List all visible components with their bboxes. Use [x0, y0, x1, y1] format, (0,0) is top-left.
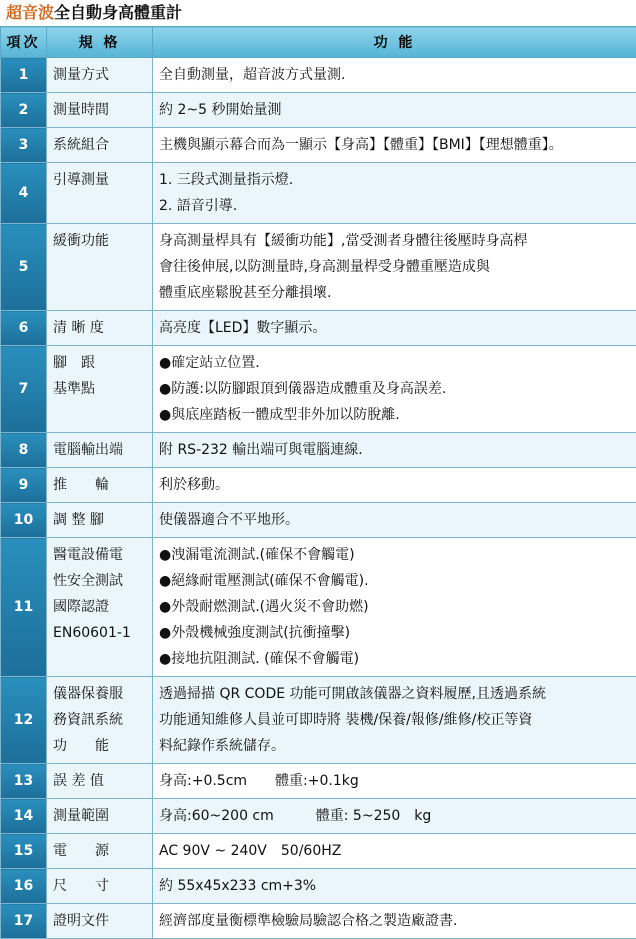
func-line: ●接地抗阻測試. (確保不會觸電) [159, 646, 630, 672]
row-number: 13 [1, 764, 47, 799]
spec-line: 調 整 腳 [53, 507, 146, 533]
func-line: ●洩漏電流測試.(確保不會觸電) [159, 542, 630, 568]
func-line: 料紀錄作系統儲存。 [159, 733, 630, 759]
row-number: 12 [1, 677, 47, 764]
func-line: 體重底座鬆脫甚至分離損壞. [159, 280, 630, 306]
spec-cell [47, 163, 153, 224]
spec-line: 基準點 [53, 376, 146, 402]
spec-line: 醫電設備電 [53, 542, 146, 568]
func-line: 利於移動。 [159, 472, 630, 498]
table-row [1, 346, 636, 433]
row-number: 1 [1, 58, 47, 93]
row-number: 16 [1, 869, 47, 904]
spec-line: 誤 差 值 [53, 768, 146, 794]
spec-cell [47, 346, 153, 433]
func-line: 使儀器適合不平地形。 [159, 507, 630, 533]
func-line: 會往後伸展,以防測量時,身高測量桿受身體重壓造成與 [159, 254, 630, 280]
spec-cell [47, 58, 153, 93]
row-number: 9 [1, 468, 47, 503]
table-row [1, 677, 636, 764]
spec-cell [47, 128, 153, 163]
spec-line: 務資訊系統 [53, 707, 146, 733]
table-row [1, 538, 636, 677]
row-number: 4 [1, 163, 47, 224]
row-number: 15 [1, 834, 47, 869]
table-row [1, 128, 636, 163]
header-spec: 規 格 [47, 27, 153, 58]
spec-cell [47, 869, 153, 904]
func-line: ●確定站立位置. [159, 350, 630, 376]
func-line: 全自動測量，超音波方式量測. [159, 62, 630, 88]
func-cell [153, 538, 636, 677]
table-row [1, 764, 636, 799]
spec-line: 測量範圍 [53, 803, 146, 829]
spec-line: EN60601-1 [53, 620, 146, 646]
spec-cell [47, 468, 153, 503]
spec-line: 尺 寸 [53, 873, 146, 899]
func-cell [153, 799, 636, 834]
spec-cell [47, 799, 153, 834]
spec-cell [47, 503, 153, 538]
func-line: 功能通知維修人員並可即時將 裝機/保養/報修/維修/校正等資 [159, 707, 630, 733]
table-row [1, 224, 636, 311]
func-line: 高亮度【LED】數字顯示。 [159, 315, 630, 341]
row-number: 8 [1, 433, 47, 468]
row-number: 11 [1, 538, 47, 677]
table-row [1, 311, 636, 346]
func-line: ●絕緣耐電壓測試(確保不會觸電). [159, 568, 630, 594]
spec-line: 國際認證 [53, 594, 146, 620]
spec-line: 系統組合 [53, 132, 146, 158]
table-row [1, 904, 636, 939]
func-line: 身高:60~200 cm 體重: 5~250 kg [159, 803, 630, 829]
title-rest: 全自動身高體重計 [54, 3, 182, 22]
spec-cell [47, 224, 153, 311]
table-row [1, 163, 636, 224]
table-row [1, 468, 636, 503]
table-row [1, 433, 636, 468]
row-number: 5 [1, 224, 47, 311]
spec-cell [47, 834, 153, 869]
row-number: 17 [1, 904, 47, 939]
spec-line: 測量時間 [53, 97, 146, 123]
spec-line: 電腦輸出端 [53, 437, 146, 463]
table-header-row [1, 27, 636, 58]
func-line: ●外殼機械強度測試(抗衝撞擊) [159, 620, 630, 646]
table-row [1, 58, 636, 93]
func-cell [153, 904, 636, 939]
document-title [0, 0, 636, 26]
func-cell [153, 834, 636, 869]
row-number: 14 [1, 799, 47, 834]
title-highlight: 超音波 [6, 3, 54, 22]
spec-line: 儀器保養服 [53, 681, 146, 707]
func-line: ●外殼耐燃測試.(遇火災不會助燃) [159, 594, 630, 620]
spec-cell [47, 764, 153, 799]
spec-cell [47, 311, 153, 346]
func-line: 約 55x45x233 cm+3% [159, 873, 630, 899]
spec-line: 功 能 [53, 733, 146, 759]
row-number: 2 [1, 93, 47, 128]
spec-cell [47, 904, 153, 939]
header-func: 功 能 [153, 27, 636, 58]
spec-cell [47, 677, 153, 764]
func-cell [153, 163, 636, 224]
spec-line: 清 晰 度 [53, 315, 146, 341]
func-cell [153, 224, 636, 311]
table-row [1, 799, 636, 834]
func-line: 主機與顯示幕合而為一顯示【身高】【體重】【BMI】【理想體重】。 [159, 132, 630, 158]
func-line: 1. 三段式測量指示燈. [159, 167, 630, 193]
spec-line: 引導測量 [53, 167, 146, 193]
row-number: 10 [1, 503, 47, 538]
header-num: 項次 [1, 27, 47, 58]
func-line: ●與底座踏板一體成型非外加以防脫離. [159, 402, 630, 428]
spec-line: 推 輪 [53, 472, 146, 498]
table-row [1, 93, 636, 128]
func-cell [153, 128, 636, 163]
func-cell [153, 468, 636, 503]
func-cell [153, 58, 636, 93]
func-cell [153, 346, 636, 433]
row-number: 7 [1, 346, 47, 433]
func-line: 約 2~5 秒開始量測 [159, 97, 630, 123]
spec-line: 證明文件 [53, 908, 146, 934]
func-cell [153, 503, 636, 538]
spec-cell [47, 433, 153, 468]
spec-line: 測量方式 [53, 62, 146, 88]
spec-line: 性安全測試 [53, 568, 146, 594]
func-line: 2. 語音引導. [159, 193, 630, 219]
func-line: 身高:+0.5cm 體重:+0.1kg [159, 768, 630, 794]
table-row [1, 503, 636, 538]
func-line: AC 90V ~ 240V 50/60HZ [159, 838, 630, 864]
func-cell [153, 311, 636, 346]
func-cell [153, 433, 636, 468]
func-line: 透過掃描 QR CODE 功能可開啟該儀器之資料履歷,且透過系統 [159, 681, 630, 707]
func-line: 經濟部度量衡標準檢驗局驗認合格之製造廠證書. [159, 908, 630, 934]
func-cell [153, 764, 636, 799]
func-cell [153, 93, 636, 128]
func-line: 身高測量桿具有【緩衝功能】,當受測者身體往後壓時身高桿 [159, 228, 630, 254]
spec-line: 電 源 [53, 838, 146, 864]
table-row [1, 834, 636, 869]
func-cell [153, 677, 636, 764]
spec-line: 腳 跟 [53, 350, 146, 376]
spec-line: 緩衝功能 [53, 228, 146, 254]
row-number: 3 [1, 128, 47, 163]
spec-cell [47, 93, 153, 128]
row-number: 6 [1, 311, 47, 346]
func-line: ●防護:以防腳跟頂到儀器造成體重及身高誤差. [159, 376, 630, 402]
func-line: 附 RS-232 輸出端可與電腦連線. [159, 437, 630, 463]
spec-table [0, 26, 636, 939]
spec-cell [47, 538, 153, 677]
func-cell [153, 869, 636, 904]
table-row [1, 869, 636, 904]
